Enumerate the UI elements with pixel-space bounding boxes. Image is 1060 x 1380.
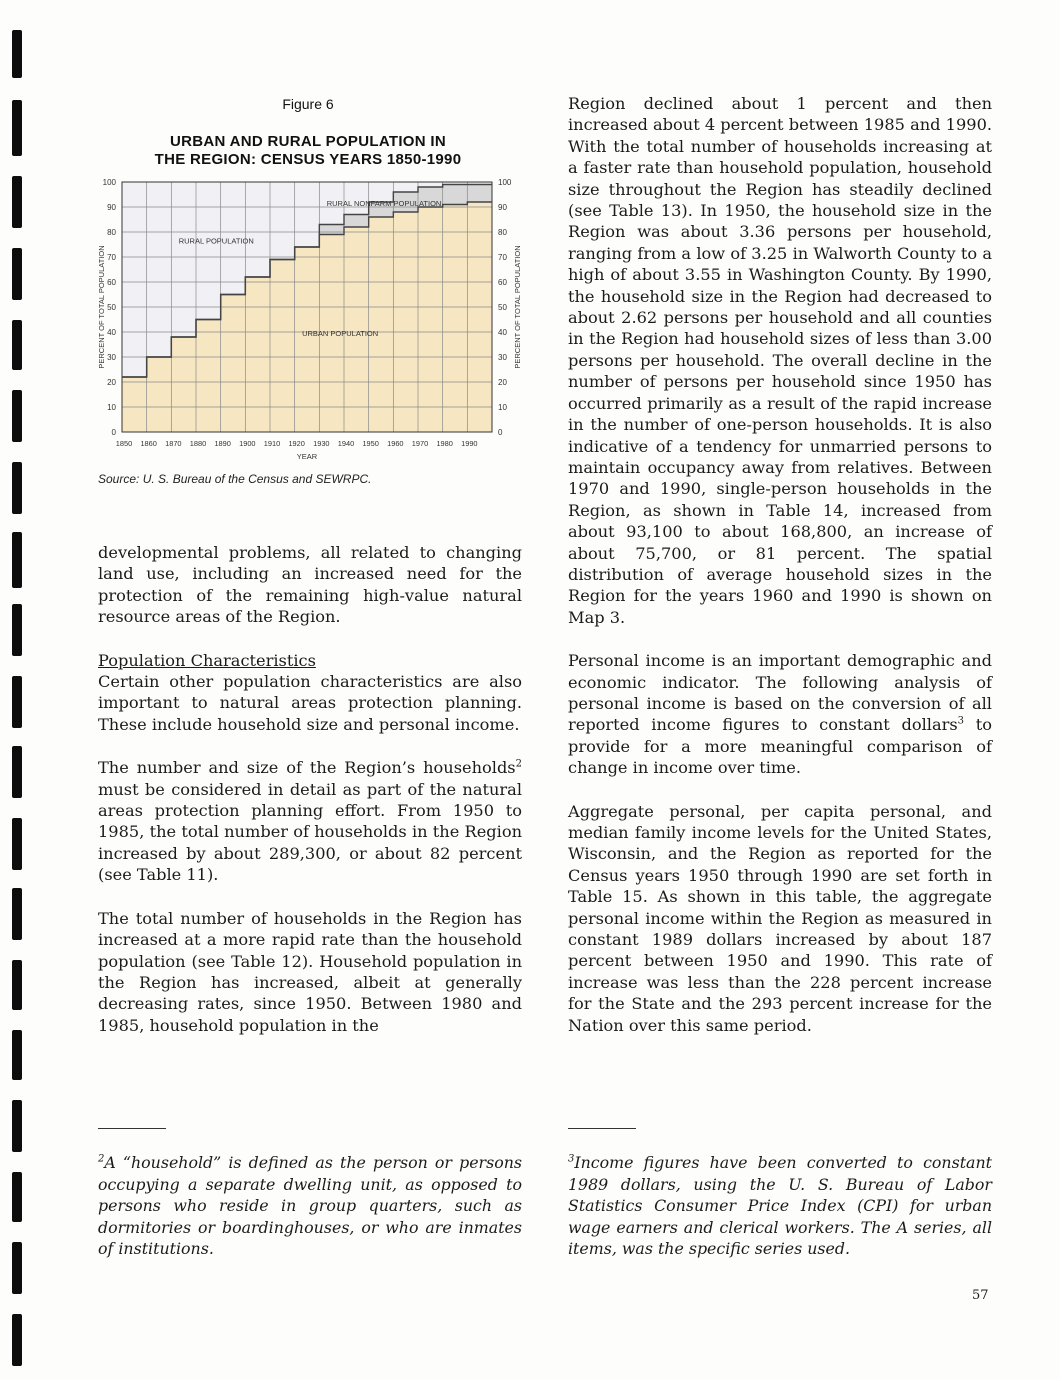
- figure-title-line-1: URBAN AND RURAL POPULATION IN: [170, 133, 446, 150]
- urban-population-label: URBAN POPULATION: [302, 328, 379, 338]
- paragraph: Aggregate personal, per capita personal, and median family income levels for the United States, Wisconsin, and the Region as reported for the Census years 1950 through 1990 are set forth in Table 15. As shown in this table, the aggregate personal income within the Region as measured in constant 1989 dollars increased by about 187 percent between 1950 and 1990. This rate of increase was less than the 228 percent increase for the State and the 293 percent increase for the Nation over this same period.: [568, 801, 992, 1035]
- footnote-2: [98, 1152, 522, 1260]
- y-tick-label-left: 30: [107, 353, 116, 362]
- y-tick-label-right: 20: [498, 378, 507, 387]
- y-tick-label-right: 40: [498, 328, 507, 337]
- y-tick-label-left: 40: [107, 328, 116, 337]
- y-tick-label-left: 80: [107, 228, 116, 237]
- footnote-ref: 2: [515, 758, 522, 770]
- right-column: [568, 93, 992, 1058]
- x-tick-label: 1960: [387, 439, 404, 448]
- y-axis-label-left: PERCENT OF TOTAL POPULATION: [97, 245, 106, 369]
- paragraph: developmental problems, all related to changing land use, including an increased need for the protection of the remaining high-value natural resource areas of the Region.: [98, 543, 522, 627]
- binding-holes: [12, 0, 24, 1380]
- population-step-chart: [92, 170, 532, 462]
- rural-nonfarm-population-label: RURAL NONFARM POPULATION: [326, 198, 442, 208]
- y-tick-label-right: 60: [498, 278, 507, 287]
- footnote-rule: [98, 1128, 166, 1129]
- y-tick-label-right: 0: [498, 428, 503, 437]
- paragraph: [568, 650, 992, 778]
- y-axis-label-right: PERCENT OF TOTAL POPULATION: [513, 245, 522, 369]
- y-tick-label-left: 10: [107, 403, 116, 412]
- y-tick-label-right: 70: [498, 253, 507, 262]
- x-tick-label: 1890: [214, 439, 231, 448]
- x-tick-label: 1950: [362, 439, 379, 448]
- footnote-rule: [568, 1128, 636, 1129]
- y-tick-label-right: 80: [498, 228, 507, 237]
- paragraph-text: Personal income is an important demographic and economic indicator. The following analysis of personal income is based on the conversion of all reported income figures to constant dollars: [568, 651, 992, 735]
- x-tick-label: 1980: [436, 439, 453, 448]
- paragraph-text: The number and size of the Region’s households: [98, 758, 516, 778]
- y-tick-label-left: 100: [102, 178, 116, 187]
- x-tick-label: 1970: [411, 439, 429, 448]
- page-number: 57: [972, 1288, 989, 1303]
- x-axis-label: YEAR: [296, 452, 318, 461]
- y-tick-label-right: 50: [498, 303, 507, 312]
- x-tick-label: 1920: [288, 439, 305, 448]
- paragraph-text: to provide for a more meaningful comparison of change in income over time.: [568, 715, 992, 778]
- x-tick-label: 1910: [263, 439, 281, 448]
- paragraph: Region declined about 1 percent and then increased about 4 percent between 1985 and 1990. With the total number of households increasing at a faster rate than household population, household size throughout the Region has steadily declined (see Table 13). In 1950, the household size in the Region was about 3.36 persons per household, ranging from a low of 3.25 in Walworth County to a high of about 3.55 in Washington County. By 1990, the household size in the Region had decreased to about 2.62 persons per household and all counties in the Region had household sizes of less than 3.00 persons per household. The overall decline in the number of persons per household since 1950 has occurred primarily as a result of the rapid increase in the number of one-person households. It is also indicative of a tendency for unmarried persons to maintain occupancy away from relatives. Between 1970 and 1990, single-person households in the Region, as shown in Table 14, increased from about 93,100 to about 168,800, an increase of about 75,700, or 81 percent. The spatial distribution of average household sizes in the Region for the years 1960 and 1990 is shown on Map 3.: [568, 94, 993, 627]
- y-tick-label-right: 90: [498, 203, 507, 212]
- footnote-mark: 2: [98, 1153, 105, 1165]
- y-tick-label-right: 30: [498, 353, 507, 362]
- y-tick-label-left: 0: [111, 428, 116, 437]
- y-tick-label-left: 20: [107, 378, 116, 387]
- section-heading: Population Characteristics: [98, 650, 316, 670]
- x-tick-label: 1870: [165, 439, 182, 448]
- x-tick-label: 1880: [189, 439, 207, 448]
- footnote-3: [568, 1152, 992, 1260]
- y-tick-label-left: 90: [107, 203, 116, 212]
- figure-number: Figure 6: [282, 96, 334, 112]
- paragraph-text: must be considered in detail as part of the natural areas protection planning effort. From 1950 to 1985, the total number of households in the Region increased by about 289,300, or about 82 percent (see Table 11).: [98, 779, 522, 885]
- x-tick-label: 1940: [337, 439, 355, 448]
- x-tick-label: 1860: [140, 439, 157, 448]
- x-tick-label: 1990: [461, 439, 478, 448]
- x-tick-label: 1930: [313, 439, 330, 448]
- paragraph: Certain other population characteristics are also important to natural areas protection planning. These include household size and personal income.: [98, 672, 522, 734]
- rural-population-label: RURAL POPULATION: [178, 236, 254, 246]
- y-tick-label-left: 70: [107, 253, 116, 262]
- y-tick-label-left: 60: [107, 278, 116, 287]
- figure-source: Source: U. S. Bureau of the Census and SEWRPC.: [98, 472, 372, 486]
- paragraph: The total number of households in the Region has increased at a more rapid rate than the household population (see Table 12). Household population in the Region has increased, albeit at generally decreasing rates, since 1950. Between 1980 and 1985, household population in the: [98, 908, 522, 1035]
- y-tick-label-right: 10: [498, 403, 507, 412]
- y-tick-label-left: 50: [107, 303, 116, 312]
- footnote-ref: 3: [957, 715, 965, 727]
- footnote-text: Income figures have been converted to constant 1989 dollars, using the U. S. Bureau of Labor Statistics Consumer Price Index (CPI) for urban wage earners and clerical workers. The A series, all items, was the specific series used.: [568, 1153, 992, 1258]
- x-tick-label: 1900: [239, 439, 256, 448]
- left-column: [98, 542, 522, 1058]
- paragraph: [98, 757, 522, 885]
- figure-title-line-2: THE REGION: CENSUS YEARS 1850-1990: [154, 151, 462, 168]
- footnote-text: A “household” is defined as the person or persons occupying a separate dwelling unit, as opposed to persons who reside in group quarters, such as dormitories or boardinghouses, or who are inmates of institutions.: [98, 1153, 522, 1258]
- y-tick-label-right: 100: [498, 178, 512, 187]
- figure-title: [98, 133, 518, 169]
- x-tick-label: 1850: [115, 439, 133, 448]
- footnote-mark: 3: [568, 1153, 575, 1165]
